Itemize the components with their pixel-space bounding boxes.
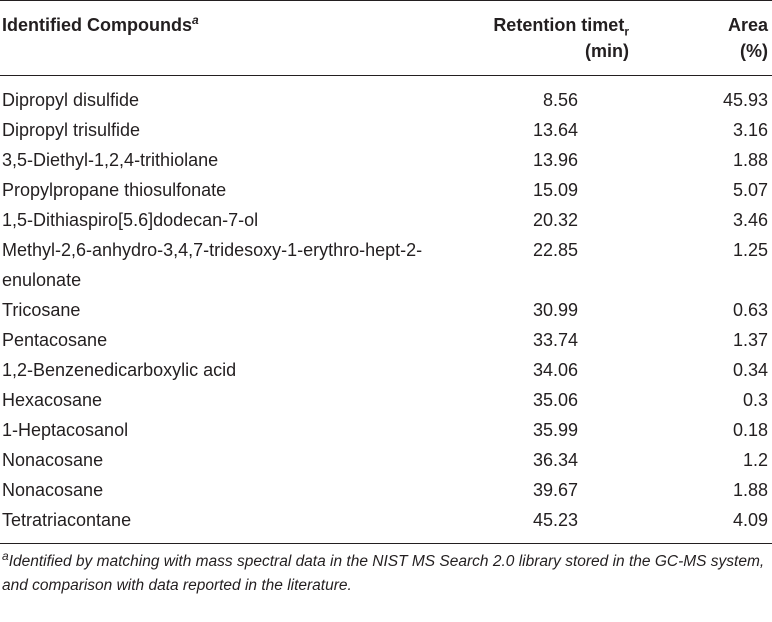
table-footer: [0, 544, 772, 599]
area-cell: 5.07: [732, 180, 768, 200]
compound-name-cell: 1,5-Dithiaspiro[5.6]dodecan-7-ol: [2, 210, 259, 230]
compound-name-cell: Propylpropane thiosulfonate: [2, 180, 227, 200]
table-row: [0, 205, 772, 235]
retention-time-cell: 39.67: [532, 480, 578, 500]
header-row: [0, 1, 772, 76]
table-row: [0, 235, 772, 295]
area-cell: 1.2: [742, 450, 768, 470]
retention-time-cell: 45.23: [532, 510, 578, 530]
header-compounds-label: Identified Compounds: [2, 15, 192, 35]
table-row: [0, 415, 772, 445]
footnote-marker: a: [2, 548, 9, 563]
footnote-text: Identified by matching with mass spectral data in the NIST MS Search 2.0 library stored in the GC-MS system, and comparison with data reported in the literature.: [2, 553, 765, 594]
header-compounds: [0, 1, 460, 76]
table-row: [0, 115, 772, 145]
header-retention-time: [460, 1, 655, 76]
retention-time-cell: 35.99: [532, 420, 578, 440]
retention-time-cell: 33.74: [532, 330, 578, 350]
retention-time-cell: 36.34: [532, 450, 578, 470]
table-row: [0, 325, 772, 355]
header-area: [655, 1, 772, 76]
table-header: [0, 1, 772, 76]
retention-time-cell: 8.56: [542, 90, 578, 110]
header-retention-label: Retention timet: [493, 15, 625, 35]
compound-name-cell: Tricosane: [2, 300, 81, 320]
footnote: [0, 544, 772, 599]
table-row: [0, 175, 772, 205]
header-area-label: Area: [727, 15, 768, 35]
table-row: [0, 76, 772, 116]
table-row: [0, 505, 772, 544]
area-cell: 1.25: [732, 240, 768, 260]
table-row: [0, 475, 772, 505]
area-cell: 0.34: [732, 360, 768, 380]
compound-name-cell: Dipropyl trisulfide: [2, 120, 141, 140]
header-compounds-footnote-marker: a: [191, 13, 199, 27]
header-retention-unit: (min): [585, 41, 629, 61]
footnote-row: [0, 544, 772, 599]
retention-time-cell: 13.64: [532, 120, 578, 140]
compound-name-cell: Methyl-2,6-anhydro-3,4,7-tridesoxy-1-erythro-hept-2-enulonate: [2, 240, 423, 290]
compound-name-cell: 1-Heptacosanol: [2, 420, 129, 440]
compound-name-cell: Hexacosane: [2, 390, 103, 410]
table-row: [0, 445, 772, 475]
table-body: [0, 76, 772, 544]
header-retention-subscript: r: [624, 24, 629, 39]
area-cell: 3.46: [732, 210, 768, 230]
compound-name-cell: Dipropyl disulfide: [2, 90, 140, 110]
compound-name-cell: Nonacosane: [2, 450, 104, 470]
compound-name-cell: Tetratriacontane: [2, 510, 132, 530]
compound-name-cell: Nonacosane: [2, 480, 104, 500]
area-cell: 1.88: [732, 480, 768, 500]
retention-time-cell: 20.32: [532, 210, 578, 230]
table-row: [0, 355, 772, 385]
retention-time-cell: 35.06: [532, 390, 578, 410]
area-cell: 1.37: [732, 330, 768, 350]
area-cell: 0.18: [732, 420, 768, 440]
area-cell: 0.3: [742, 390, 768, 410]
compound-name-cell: Pentacosane: [2, 330, 108, 350]
area-cell: 3.16: [732, 120, 768, 140]
retention-time-cell: 34.06: [532, 360, 578, 380]
compound-name-cell: 3,5-Diethyl-1,2,4-trithiolane: [2, 150, 219, 170]
area-cell: 0.63: [732, 300, 768, 320]
area-cell: 4.09: [732, 510, 768, 530]
retention-time-cell: 22.85: [532, 240, 578, 260]
table-row: [0, 295, 772, 325]
header-retention-line1: [493, 15, 629, 39]
retention-time-cell: 15.09: [532, 180, 578, 200]
retention-time-cell: 13.96: [532, 150, 578, 170]
area-cell: 45.93: [722, 90, 768, 110]
area-cell: 1.88: [732, 150, 768, 170]
table-row: [0, 145, 772, 175]
compound-name-cell: 1,2-Benzenedicarboxylic acid: [2, 360, 237, 380]
retention-time-cell: 30.99: [532, 300, 578, 320]
table-row: [0, 385, 772, 415]
header-area-unit: (%): [740, 41, 768, 61]
